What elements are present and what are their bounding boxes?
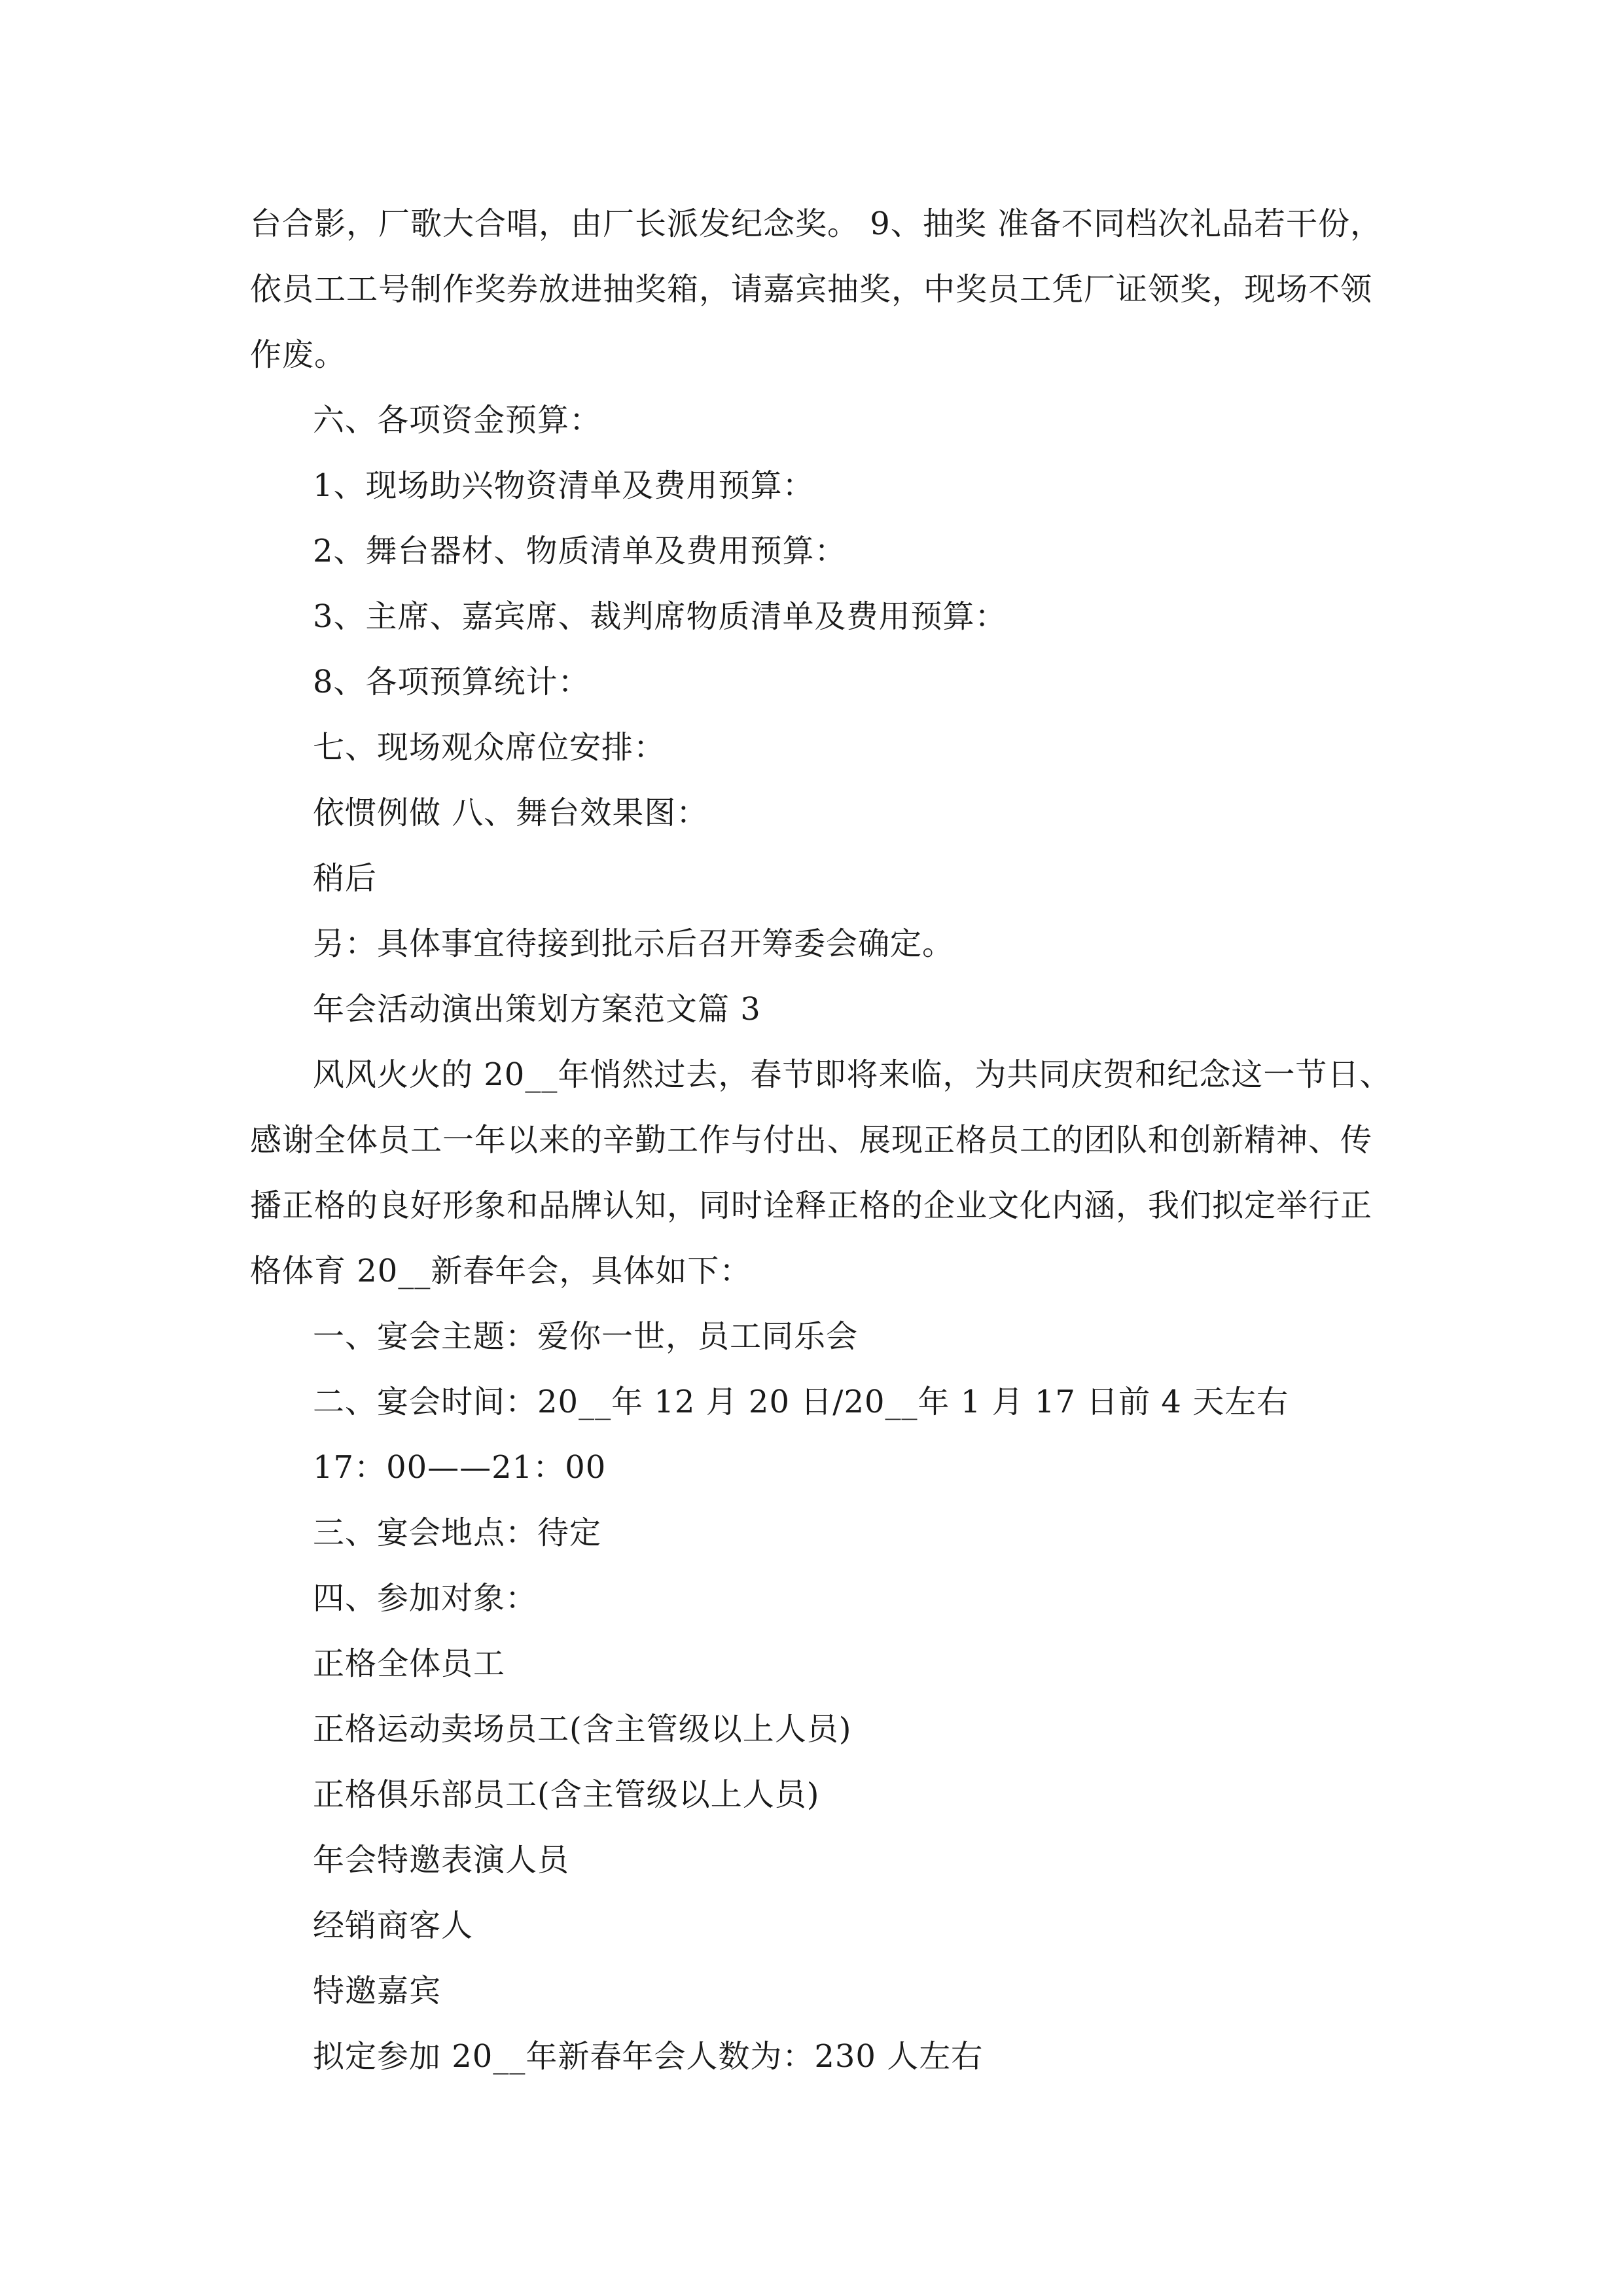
text-line: 风风火火的 20__年悄然过去，春节即将来临，为共同庆贺和纪念这一节日、 [313,1056,1392,1093]
document-body [250,203,1392,2101]
seating-text: 依惯例做 八、舞台效果图： [313,795,709,831]
banquet-theme: 一、宴会主题：爱你一世，员工同乐会 [313,1318,859,1355]
text-line: 感谢全体员工一年以来的辛勤工作与付出、展现正格员工的团队和创新精神、传 [250,1122,1373,1158]
paragraph-lottery [250,203,1389,376]
note-text: 另：具体事宜待接到批示后召开筹委会确定。 [313,925,955,962]
banquet-place: 三、宴会地点：待定 [313,1515,602,1551]
budget-item-3: 3、主席、嘉宾席、裁判席物质清单及费用预算： [313,598,1007,635]
banquet-time: 二、宴会时间：20__年 12 月 20 日/20__年 1 月 17 日前 4 天左右 [313,1384,1289,1420]
participant-item: 正格运动卖场员工(含主管级以上人员) [313,1711,852,1748]
text-line: 作废。 [250,336,347,373]
paragraph-intro [250,1054,1392,1292]
stage-effect-later: 稍后 [313,860,378,897]
budget-item-8: 8、各项预算统计： [313,664,590,700]
text-line: 台合影，厂歌大合唱，由厂长派发纪念奖。 9、抽奖 准备不同档次礼品若干份， [250,206,1383,242]
text-line: 依员工工号制作奖券放进抽奖箱，请嘉宾抽奖，中奖员工凭厂证领奖，现场不领 [250,271,1373,308]
budget-item-1: 1、现场助兴物资清单及费用预算： [313,467,815,504]
participant-item: 特邀嘉宾 [313,1973,442,2009]
participant-item: 经销商客人 [313,1907,474,1944]
text-line: 播正格的良好形象和品牌认知，同时诠释正格的企业文化内涵，我们拟定举行正 [250,1187,1373,1224]
banquet-time-range: 17：00——21：00 [313,1449,607,1486]
participant-item: 年会特邀表演人员 [313,1842,570,1878]
budget-item-2: 2、舞台器材、物质清单及费用预算： [313,533,847,569]
section-heading-budget: 六、各项资金预算： [313,402,602,439]
section-heading-seating: 七、现场观众席位安排： [313,729,666,766]
participant-item: 正格全体员工 [313,1645,506,1682]
article-title: 年会活动演出策划方案范文篇 3 [313,991,761,1028]
headcount-text: 拟定参加 20__年新春年会人数为：230 人左右 [313,2038,984,2075]
participant-item: 正格俱乐部员工(含主管级以上人员) [313,1776,820,1813]
participants-heading: 四、参加对象： [313,1580,538,1617]
text-line: 格体育 20__新春年会，具体如下： [250,1253,752,1289]
